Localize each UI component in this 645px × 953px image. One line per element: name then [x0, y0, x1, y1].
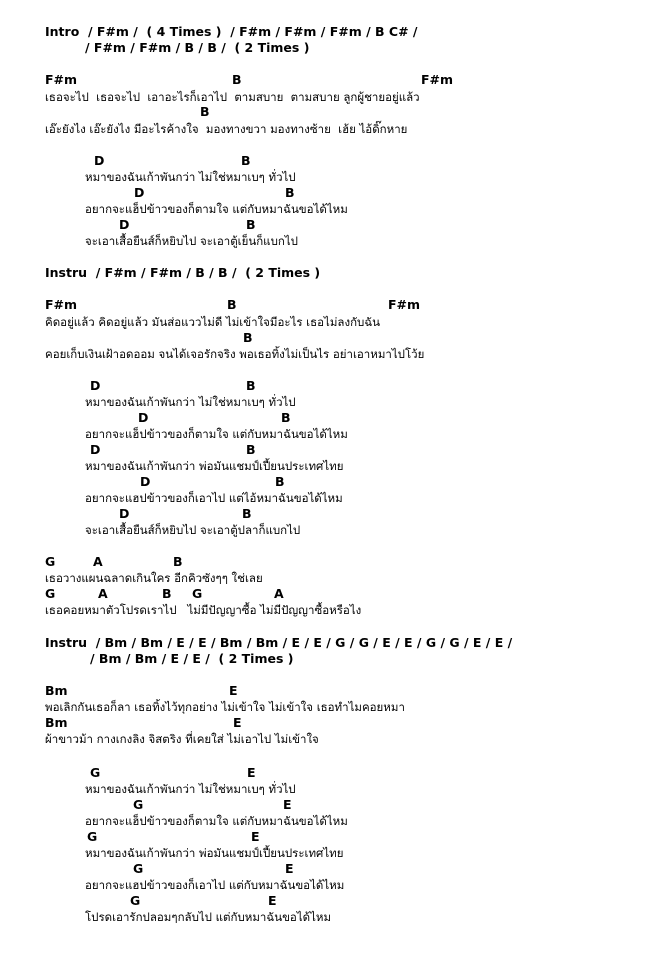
- lyric-line: เอ๊ะยังไง เอ๊ะยังไง มีอะไรค้างใจ มองทางขวา มองทางซ้าย เฮ้ย ไอ้ดิ๊กหาย: [45, 122, 408, 136]
- lyric-line: โปรดเอารักปลอมๆกลับไป แต่กับหมาฉันขอได้ไหม: [85, 910, 332, 924]
- chord: D: [90, 378, 101, 393]
- chord: B: [173, 554, 183, 569]
- chord: F#m: [421, 72, 454, 87]
- lyric-line: จะเอาเสื้อยืนส์ก็หยิบไป จะเอาตู้เย็นก็แบกไป: [85, 234, 298, 248]
- lyric-line: อยากจะแฮ็ปข้าวของก็ตามใจ แต่กับหมาฉันขอได้ไหม: [85, 427, 348, 441]
- chord: A: [98, 586, 108, 601]
- chord: D: [90, 442, 101, 457]
- chord: Bm: [45, 715, 68, 730]
- chord: B: [162, 586, 172, 601]
- lyric-line: อยากจะแฮปข้าวของก็เอาไป แต่ไอ้หมาฉันขอได้ไหม: [85, 491, 343, 505]
- chord: E: [285, 861, 294, 876]
- chord: G: [192, 586, 203, 601]
- chord: E: [229, 683, 238, 698]
- lyric-line: อยากจะแฮ็ปข้าวของก็ตามใจ แต่กับหมาฉันขอได้ไหม: [85, 202, 348, 216]
- chord: D: [94, 153, 105, 168]
- chord: B: [232, 72, 242, 87]
- chord: Bm: [45, 683, 68, 698]
- lyric-line: หมาของฉันเก้าพันกว่า ไม่ใช่หมาเบๆ ทั่วไป: [85, 170, 296, 184]
- lyric-line: จะเอาเสื้อยืนส์ก็หยิบไป จะเอาตู้ปลาก็แบกไป: [85, 523, 301, 537]
- lyric-line: หมาของฉันเก้าพันกว่า พ่อมันแชมป์เปี้ยนประเทศไทย: [85, 459, 344, 473]
- chord: G: [133, 861, 144, 876]
- chord: B: [243, 330, 253, 345]
- chord: B: [246, 378, 256, 393]
- lyric-line: ผ้าขาวม้า กางเกงลิง จิสตริง ที่เคยใส่ ไม่เอาไป ไม่เข้าใจ: [45, 732, 319, 746]
- chord: E: [251, 829, 260, 844]
- lyric-line: พอเลิกกันเธอก็ลา เธอทิ้งไว้ทุกอย่าง ไม่เข้าใจ ไม่เข้าใจ เธอทำไมคอยหมา: [45, 700, 405, 714]
- lyric-line: อยากจะแฮ็ปข้าวของก็ตามใจ แต่กับหมาฉันขอได้ไหม: [85, 814, 348, 828]
- lyric-line: คิดอยู่แล้ว คิดอยู่แล้ว มันส่อแววไม่ดี ไม่เข้าใจมีอะไร เธอไม่ลงกับฉัน: [45, 315, 381, 329]
- lyric-line: เธอจะไป เธอจะไป เอาอะไรก็เอาไป ตามสบาย ตามสบาย ลูกผู้ชายอยู่แล้ว: [45, 90, 420, 104]
- chord: B: [246, 442, 256, 457]
- chord: D: [119, 506, 130, 521]
- lyric-line: เธอวางแผนฉลาดเกินใคร อีกคิวซังๆๆ ใช่เลย: [45, 571, 263, 585]
- chord: B: [242, 506, 252, 521]
- chord: G: [90, 765, 101, 780]
- chord: A: [93, 554, 103, 569]
- instru-line: Instru / F#m / F#m / B / B / ( 2 Times ): [45, 265, 321, 280]
- chord: G: [130, 893, 141, 908]
- chord: D: [119, 217, 130, 232]
- chord: E: [283, 797, 292, 812]
- chord: D: [140, 474, 151, 489]
- chord: E: [233, 715, 242, 730]
- chord: F#m: [388, 297, 421, 312]
- chord: G: [87, 829, 98, 844]
- chord: E: [268, 893, 277, 908]
- chord: B: [227, 297, 237, 312]
- lyric-line: หมาของฉันเก้าพันกว่า ไม่ใช่หมาเบๆ ทั่วไป: [85, 782, 296, 796]
- instru-line: Instru / Bm / Bm / E / E / Bm / Bm / E / E / G / G / E / E / G / G / E / E /: [45, 635, 513, 650]
- chord: B: [200, 104, 210, 119]
- lyric-line: เธอคอยหมาตัวโปรดเราไป ไม่มีปัญญาซื้อ ไม่มีปัญญาซื้อหรือไง: [45, 603, 362, 617]
- chord: D: [134, 185, 145, 200]
- chord: G: [133, 797, 144, 812]
- lyric-line: หมาของฉันเก้าพันกว่า พ่อมันแชมป์เปี้ยนประเทศไทย: [85, 846, 344, 860]
- chord: G: [45, 586, 56, 601]
- chord: A: [274, 586, 284, 601]
- chord: B: [275, 474, 285, 489]
- chord: B: [281, 410, 291, 425]
- lyric-line: อยากจะแฮปข้าวของก็เอาไป แต่กับหมาฉันขอได้ไหม: [85, 878, 345, 892]
- chord: B: [241, 153, 251, 168]
- chord: E: [247, 765, 256, 780]
- chord: D: [138, 410, 149, 425]
- intro-line-2: / F#m / F#m / B / B / ( 2 Times ): [85, 40, 310, 55]
- chord: F#m: [45, 72, 78, 87]
- chord: F#m: [45, 297, 78, 312]
- chord: B: [285, 185, 295, 200]
- intro-line-1: Intro / F#m / ( 4 Times ) / F#m / F#m / F#m / B C# /: [45, 24, 418, 39]
- chord: G: [45, 554, 56, 569]
- lyric-line: คอยเก็บเงินเฝ้าอดออม จนได้เจอรักจริง พอเธอทิ้งไม่เป็นไร อย่าเอาหมาไปโว้ย: [45, 347, 425, 361]
- instru-line: / Bm / Bm / E / E / ( 2 Times ): [90, 651, 294, 666]
- lyric-line: หมาของฉันเก้าพันกว่า ไม่ใช่หมาเบๆ ทั่วไป: [85, 395, 296, 409]
- chord: B: [246, 217, 256, 232]
